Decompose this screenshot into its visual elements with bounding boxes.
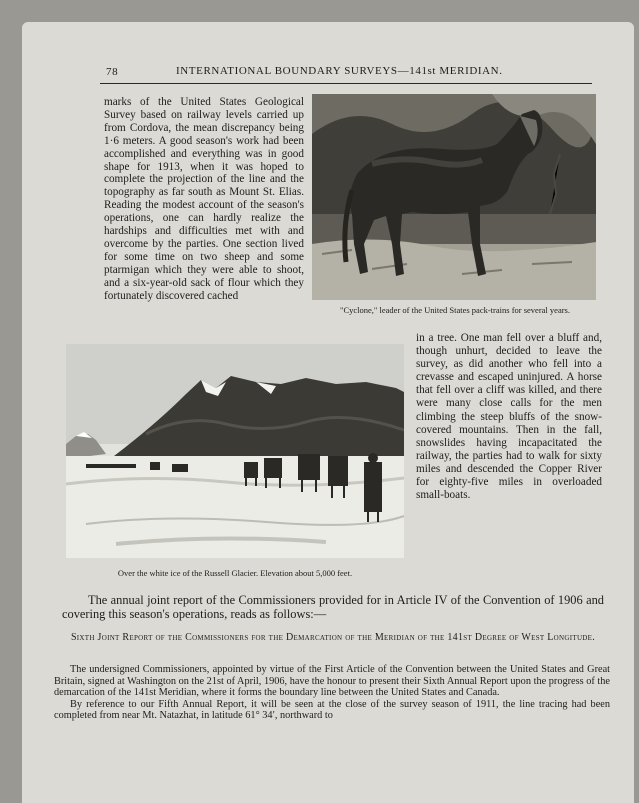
left-column-paragraph: marks of the United States Geological Survey based on railway levels carried up from Cordova, the mean discrepancy being 1·6 meters. A good season's work had been accomplished and everything was in good shape for 1913, when it was hoped to complete the projection of the line and the topography as far south as Mount St. Elias. Reading the modest account of the season's operations, one can hardly realize the hardships and difficulties met with and overcome by the parties. One section lived for some time on two sheep and some ptarmigan which they were able to shoot, and a six-year-old sack of flour which they fortunately discovered cached [104,96,304,302]
running-title: INTERNATIONAL BOUNDARY SURVEYS—141st MERIDIAN. [176,65,503,77]
report-heading-text: Sixth Joint Report of the Commissioners for the Demarcation of the Meridian of the 141st Degree of West Longitude. [70,632,596,643]
horse-photo-caption: "Cyclone," leader of the United States pack-trains for several years. [340,305,570,315]
report-paragraph-1: The undersigned Commissioners, appointed by virtue of the First Article of the Convention between the United States and Great Britain, signed at Washington on the 21st of April, 1906, have the honour to present their Sixth Annual Report upon the progress of the demarcation of the 141st Meridian, where it forms the boundary line between the United States and Canada. [54,664,610,699]
intro-paragraph-text: The annual joint report of the Commissioners provided for in Article IV of the Convention of 1906 and covering this season's operations, reads as follows:— [62,593,604,621]
right-column-text [416,332,602,502]
glacier-photo-caption: Over the white ice of the Russell Glacier. Elevation about 5,000 feet. [117,568,353,578]
report-heading [62,632,604,644]
horse-photo [312,94,596,300]
header-rule [100,83,592,84]
horse-photo-illustration [312,94,596,300]
report-paragraph-2: By reference to our Fifth Annual Report, it will be seen at the close of the survey season of 1911, the line tracing had been completed from near Mt. Natazhat, in latitude 61° 34′, northward to [54,698,610,722]
report-body [54,664,610,722]
running-header [88,64,598,80]
left-column-text [104,96,304,303]
right-column-paragraph: in a tree. One man fell over a bluff and, though unhurt, decided to leave the survey, as did another who fell into a crevasse and escaped uninjured. A horse that fell over a cliff was killed, and there were many close calls for the men climbing the steep bluffs of the snow-covered mountains. Then in the fall, snowslides having incapacitated the railway, the parties had to walk for sixty miles and descended the Copper River for eighty-five miles in overloaded small-boats. [416,332,602,502]
glacier-photo-illustration [66,344,404,558]
glacier-photo [66,344,404,558]
intro-paragraph [62,593,604,621]
page-number: 78 [106,66,119,78]
